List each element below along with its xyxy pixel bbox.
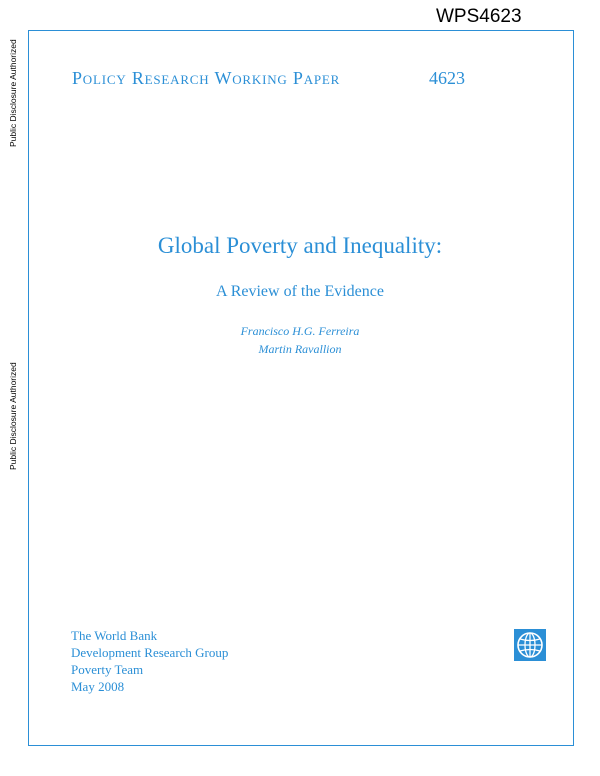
report-code: WPS4623 — [436, 6, 522, 27]
author: Francisco H.G. Ferreira — [240, 324, 360, 338]
series-title: Policy Research Working Paper — [72, 68, 341, 88]
org-line: Development Research Group — [71, 645, 229, 660]
paper-number: 4623 — [429, 68, 465, 88]
world-bank-globe-icon — [514, 629, 546, 661]
author: Martin Ravallion — [258, 342, 342, 356]
paper-title: Global Poverty and Inequality: — [157, 233, 443, 258]
organization-block — [71, 627, 228, 695]
side-disclosure-note: Public Disclosure Authorized — [8, 362, 18, 470]
side-disclosure-note: Public Disclosure Authorized — [8, 39, 18, 147]
paper-subtitle: A Review of the Evidence — [216, 283, 384, 300]
date-line: May 2008 — [71, 679, 125, 694]
org-line: The World Bank — [71, 628, 158, 643]
org-line: Poverty Team — [71, 662, 144, 677]
authors — [0, 322, 600, 358]
